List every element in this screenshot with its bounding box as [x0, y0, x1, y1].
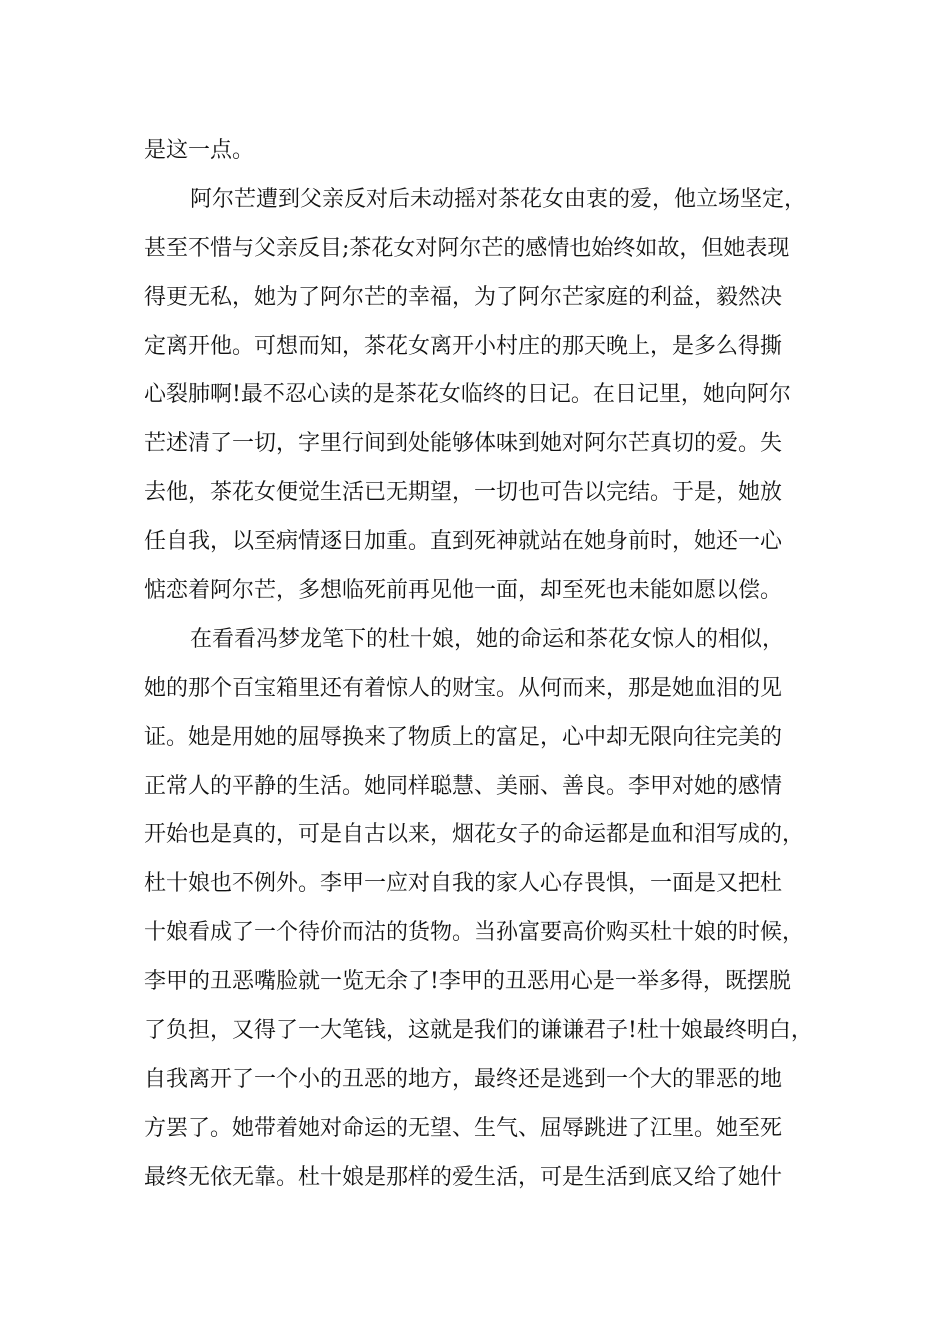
text-line: 甚至不惜与父亲反目;茶花女对阿尔芒的感情也始终如故，但她表现	[144, 235, 790, 261]
text-line: 自我离开了一个小的丑恶的地方，最终还是逃到一个大的罪恶的地	[144, 1066, 783, 1092]
text-line: 定离开他。可想而知，茶花女离开小村庄的那天晚上，是多么得撕	[144, 333, 783, 359]
text-line: 任自我，以至病情逐日加重。直到死神就站在她身前时，她还一心	[144, 529, 783, 555]
text-line: 去他，茶花女便觉生活已无期望，一切也可告以完结。于是，她放	[144, 480, 783, 506]
text-line: 最终无依无靠。杜十娘是那样的爱生活，可是生活到底又给了她什	[144, 1164, 783, 1190]
text-line: 得更无私，她为了阿尔芒的幸福，为了阿尔芒家庭的利益，毅然决	[144, 284, 783, 310]
text-line: 证。她是用她的屈辱换来了物质上的富足，心中却无限向往完美的	[144, 724, 783, 750]
paragraph-first-line: 在看看冯梦龙笔下的杜十娘，她的命运和茶花女惊人的相似，	[190, 626, 785, 652]
text-line: 心裂肺啊!最不忍心读的是茶花女临终的日记。在日记里，她向阿尔	[144, 382, 791, 408]
text-line: 杜十娘也不例外。李甲一应对自我的家人心存畏惧，一面是又把杜	[144, 871, 783, 897]
text-line: 她的那个百宝箱里还有着惊人的财宝。从何而来，那是她血泪的见	[144, 675, 783, 701]
paragraph-first-line: 阿尔芒遭到父亲反对后未动摇对茶花女由衷的爱，他立场坚定，	[190, 186, 807, 212]
text-line: 李甲的丑恶嘴脸就一览无余了!李甲的丑恶用心是一举多得，既摆脱	[144, 969, 791, 995]
text-line: 方罢了。她带着她对命运的无望、生气、屈辱跳进了江里。她至死	[144, 1115, 783, 1141]
text-line: 了负担，又得了一大笔钱，这就是我们的谦谦君子!杜十娘最终明白，	[144, 1018, 813, 1044]
text-line: 芒述清了一切，字里行间到处能够体味到她对阿尔芒真切的爱。失	[144, 431, 783, 457]
text-line: 正常人的平静的生活。她同样聪慧、美丽、善良。李甲对她的感情	[144, 773, 783, 799]
text-line: 开始也是真的，可是自古以来，烟花女子的命运都是血和泪写成的，	[144, 822, 805, 848]
text-line: 十娘看成了一个待价而沽的货物。当孙富要高价购买杜十娘的时候，	[144, 920, 805, 946]
text-line: 是这一点。	[144, 138, 255, 163]
document-body	[144, 127, 844, 1203]
text-line: 惦恋着阿尔芒，多想临死前再见他一面，却至死也未能如愿以偿。	[144, 578, 783, 604]
